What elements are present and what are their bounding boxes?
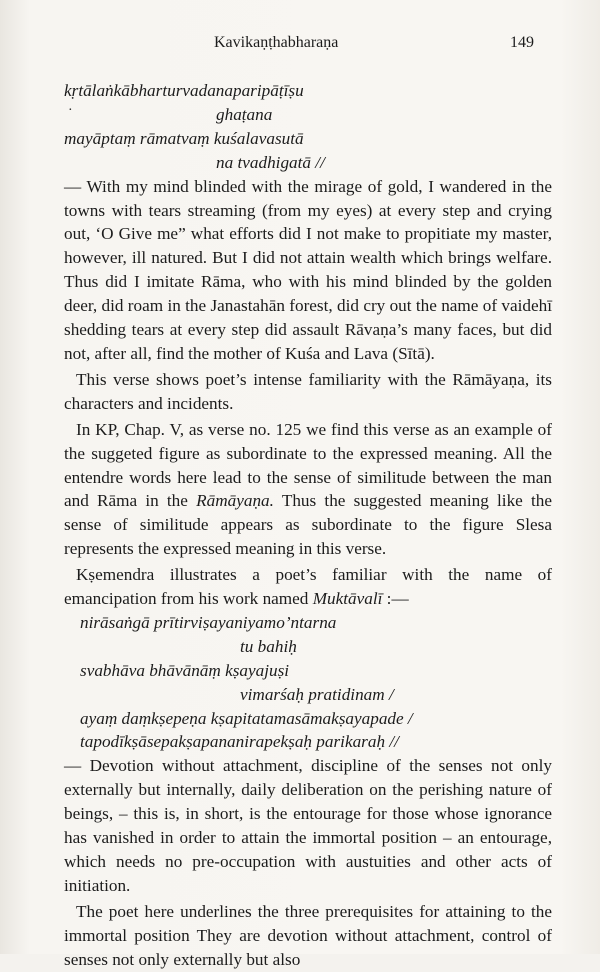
paragraph: This verse shows poet’s intense familiarity with the Rāmāyaṇa, its characters and incidents.: [64, 369, 552, 413]
paragraph: The poet here underlines the three prerequisites for attaining to the immortal position They are devotion without attachment, control of senses not only externally but also: [64, 901, 552, 969]
verse-line: nirāsaṅgā prītirviṣayaniyamo’ntarna: [80, 612, 337, 632]
verse-line: tu bahiḥ: [240, 636, 297, 656]
paragraph: [64, 418, 552, 561]
paragraph-text: In KP, Chap. V, as verse no. 125 we find this verse as an example of the suggeted figure as subordinate to the expressed meaning. All the entendre words here lead to the sense of similitude between the man and Rāma in the: [64, 419, 552, 511]
work-title: Muktāvalī: [312, 589, 383, 609]
paragraph-text: Thus the suggested meaning like the sense of similitude appears as subordinate to the figure Slesa represents the expressed meaning in this verse.: [64, 491, 552, 559]
page-header: [0, 34, 600, 58]
verse-line: ayaṃ daṃkṣepeṇa kṣapitatamasāmakṣayapade /: [80, 708, 413, 728]
translation-paragraph: — With my mind blinded with the mirage of gold, I wandered in the towns with tears streaming (from my eyes) at every step and crying out, ‘O Give me” what efforts did I not make to propitiate my master, however, ill natured. But I did not attain wealth which brings welfare. Thus did I imitate Rāma, who with his mind blinded by the golden deer, did roam in the Janastahān forest, did cry out the name of vaidehī shedding tears at every step did assault Rāvaṇa’s many faces, but did not, after all, find the mother of Kuśa and Lava (Sītā).: [64, 176, 552, 363]
verse-line: na tvadhigatā //: [216, 152, 325, 172]
translation-paragraph: — Devotion without attachment, discipline of the senses not only externally but internally, daily deliberation on the perishing nature of beings, – this is, in short, is the entourage for those whose ignorance has vanished in order to attain the immortal position – an entourage, which needs no pre-occupation with austuities and other acts of initiation.: [64, 756, 552, 895]
verse-line: kṛtālaṅkābharturvadanaparipāṭīṣu: [64, 81, 304, 100]
paragraph-text: Kṣemendra illustrates a poet’s familiar with the name of emancipation from his work named: [64, 565, 552, 609]
paragraph: [64, 563, 552, 611]
page-number: 149: [510, 34, 534, 51]
verse-line: svabhāva bhāvānāṃ kṣayajuṣi: [80, 660, 290, 680]
verse-block-1: [64, 79, 552, 175]
page-body: [64, 79, 552, 972]
verse-line: ghaṭana: [216, 104, 273, 124]
verse-line: tapodīkṣāsepakṣapananirapekṣaḥ parikaraḥ //: [80, 732, 399, 752]
paragraph-text: :—: [382, 589, 409, 609]
verse-line: mayāptaṃ rāmatvaṃ kuśalavasutā: [64, 128, 304, 148]
running-head: Kavikaṇṭhabharaṇa: [214, 34, 339, 51]
verse-block-2: [64, 611, 552, 754]
work-title: Rāmāyaṇa.: [196, 491, 274, 511]
stray-mark: ·: [68, 103, 73, 118]
verse-line: vimarśaḥ pratidinam /: [240, 684, 394, 704]
